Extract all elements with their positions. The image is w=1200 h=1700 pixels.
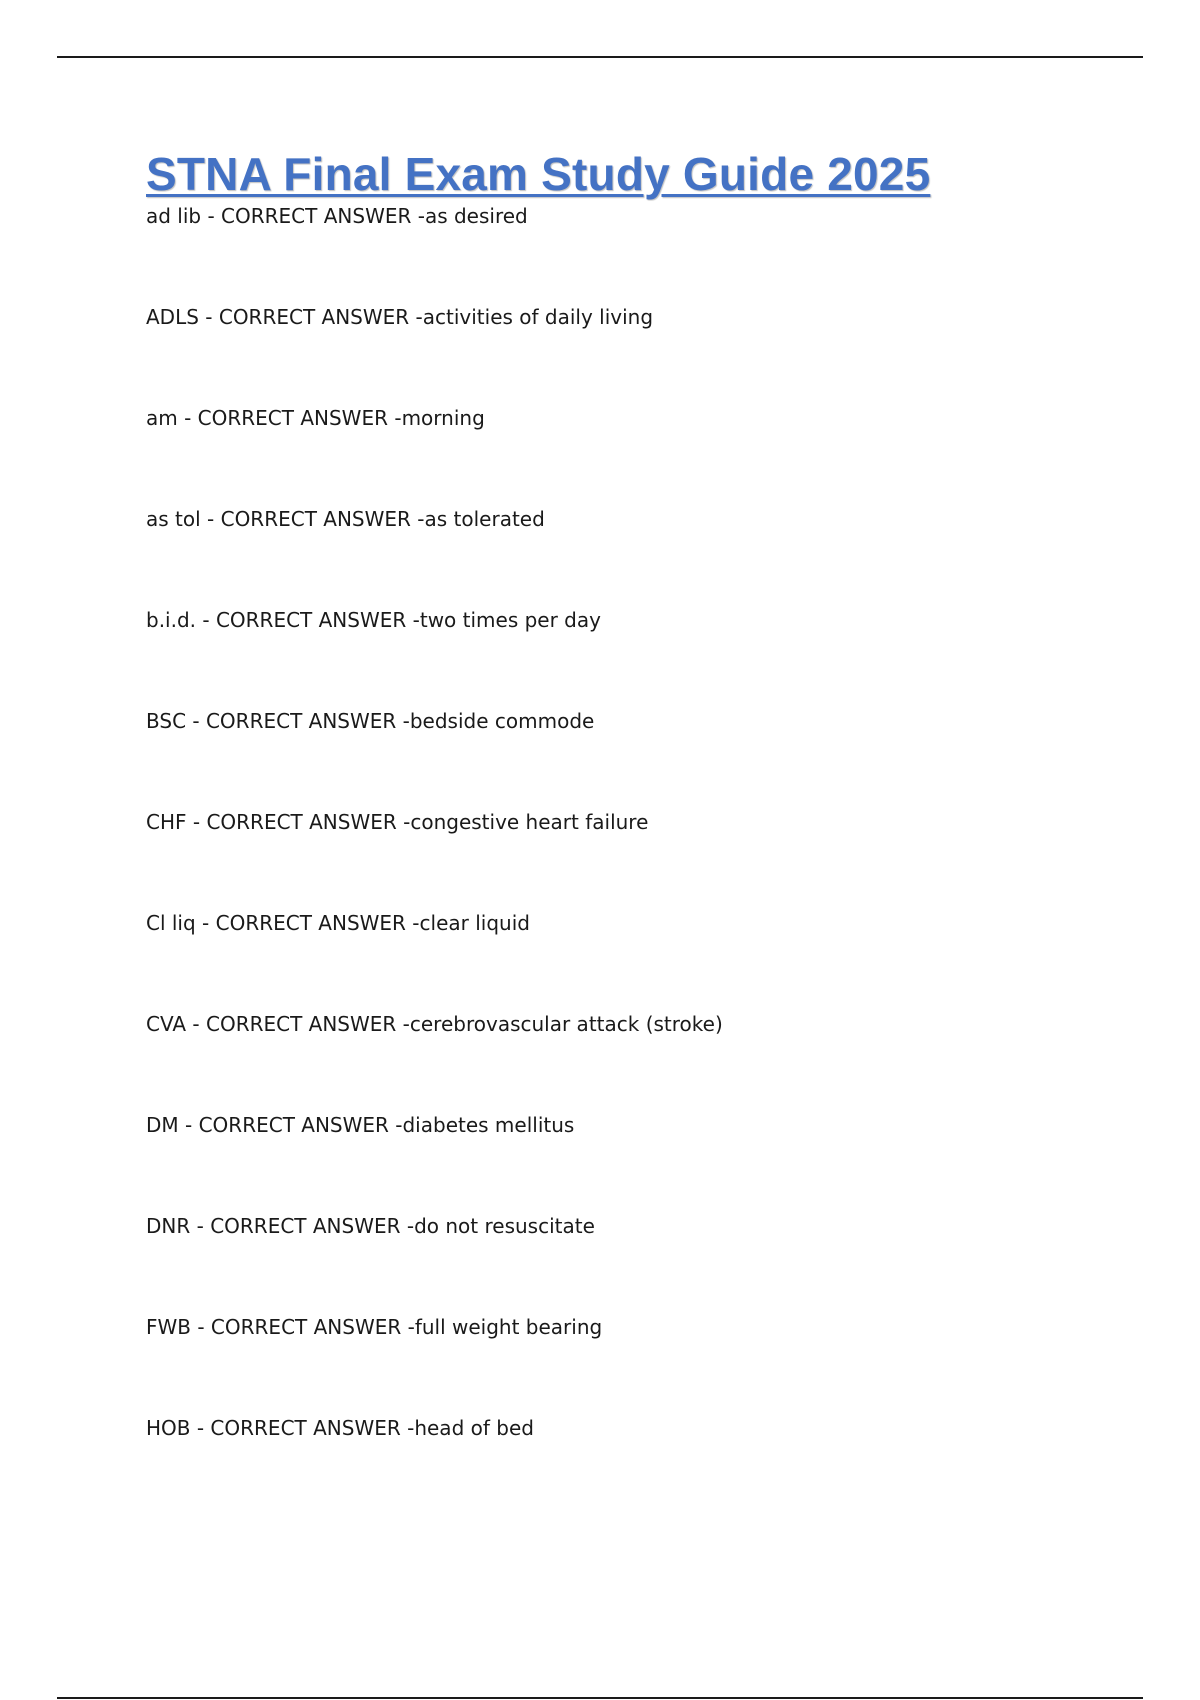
- term-entry: BSC - CORRECT ANSWER -bedside commode: [146, 709, 595, 733]
- term-list: [146, 202, 1126, 1515]
- term-entry: ad lib - CORRECT ANSWER -as desired: [146, 204, 528, 228]
- document-body: [146, 146, 1126, 1515]
- term-entry: FWB - CORRECT ANSWER -full weight bearing: [146, 1315, 603, 1339]
- term-entry: CVA - CORRECT ANSWER -cerebrovascular attack (stroke): [146, 1012, 723, 1036]
- term-entry: ADLS - CORRECT ANSWER -activities of daily living: [146, 305, 654, 329]
- term-entry: DM - CORRECT ANSWER -diabetes mellitus: [146, 1113, 575, 1137]
- document-title: STNA Final Exam Study Guide 2025: [146, 148, 931, 200]
- term-entry: HOB - CORRECT ANSWER -head of bed: [146, 1416, 534, 1440]
- term-entry: DNR - CORRECT ANSWER -do not resuscitate: [146, 1214, 595, 1238]
- header-rule: [57, 56, 1143, 58]
- footer-rule: [57, 1697, 1143, 1699]
- term-entry: CHF - CORRECT ANSWER -congestive heart failure: [146, 810, 649, 834]
- term-entry: b.i.d. - CORRECT ANSWER -two times per day: [146, 608, 601, 632]
- term-entry: as tol - CORRECT ANSWER -as tolerated: [146, 507, 545, 531]
- term-entry: Cl liq - CORRECT ANSWER -clear liquid: [146, 911, 530, 935]
- term-entry: am - CORRECT ANSWER -morning: [146, 406, 485, 430]
